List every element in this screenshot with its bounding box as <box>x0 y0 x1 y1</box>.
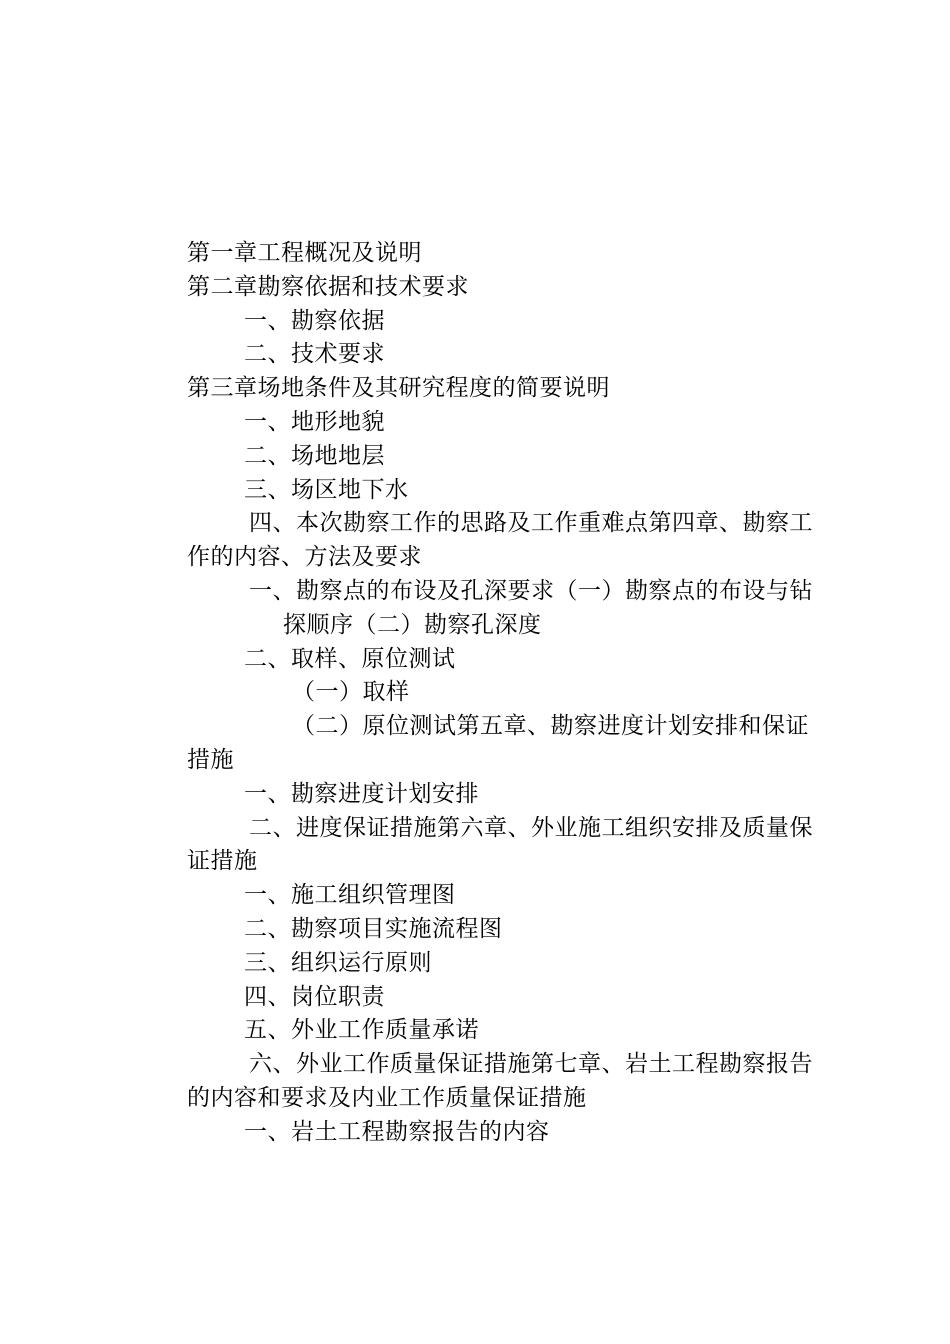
toc-item: 三、场区地下水 <box>244 476 409 503</box>
toc-item: 二、进度保证措施第六章、外业施工组织安排及质量保证措施 <box>187 814 813 875</box>
toc-item: 二、勘察项目实施流程图 <box>244 915 503 942</box>
toc-item: 三、组织运行原则 <box>244 949 432 976</box>
toc-subitem: （一）取样 <box>292 679 410 706</box>
toc-chapter-2: 第二章勘察依据和技术要求 <box>187 273 469 300</box>
toc-item: 二、场地地层 <box>244 442 385 469</box>
toc-item: 二、技术要求 <box>244 341 385 368</box>
toc-item: 五、外业工作质量承诺 <box>244 1017 479 1044</box>
toc-item: 一、勘察进度计划安排 <box>244 780 479 807</box>
toc-item: 一、地形地貌 <box>244 408 385 435</box>
toc-item: 二、取样、原位测试 <box>244 645 456 672</box>
toc-item: 一、岩土工程勘察报告的内容 <box>244 1118 550 1145</box>
toc-item: 四、本次勘察工作的思路及工作重难点第四章、勘察工作的内容、方法及要求 <box>187 510 813 571</box>
table-of-contents <box>187 237 832 1150</box>
toc-item: 一、施工组织管理图 <box>244 882 456 909</box>
toc-subitem: （二）原位测试第五章、勘察进度计划安排和保证措施 <box>187 713 809 773</box>
toc-chapter-3: 第三章场地条件及其研究程度的简要说明 <box>187 375 610 402</box>
toc-item: 一、勘察点的布设及孔深要求（一）勘察点的布设与钻探顺序（二）勘察孔深度 <box>249 577 813 638</box>
toc-item: 四、岗位职责 <box>244 983 385 1010</box>
toc-chapter-1: 第一章工程概况及说明 <box>187 240 422 266</box>
toc-item: 一、勘察依据 <box>244 307 385 334</box>
toc-item: 六、外业工作质量保证措施第七章、岩土工程勘察报告的内容和要求及内业工作质量保证措施 <box>187 1051 813 1111</box>
